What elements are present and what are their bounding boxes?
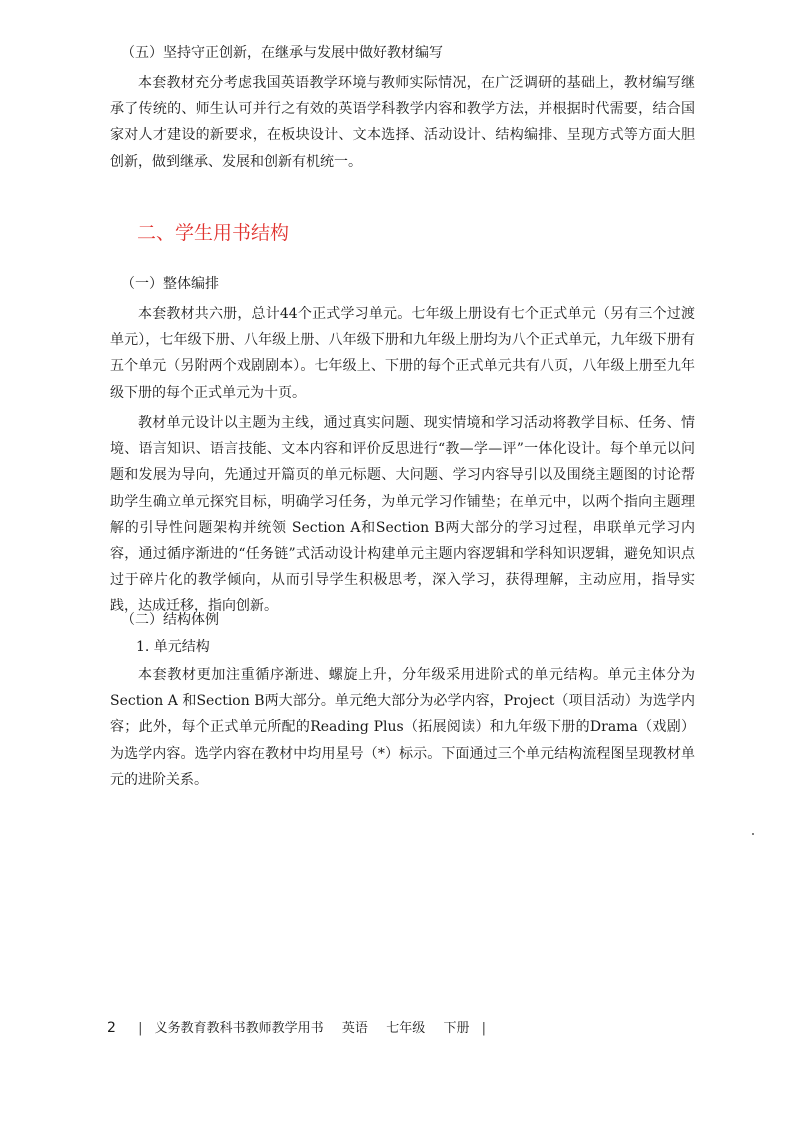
footer-book-title: 义务教育教科书教师教学用书 xyxy=(154,1021,324,1036)
structure-heading: （二）结构体例 xyxy=(121,612,219,628)
page-footer xyxy=(107,1018,494,1039)
scan-speck xyxy=(752,833,754,835)
page-number: 2 xyxy=(107,1020,116,1036)
overall-paragraph-unit-design: 教材单元设计以主题为主线，通过真实问题、现实情境和学习活动将教学目标、任务、情境、语言知识、语言技能、文本内容和评价反思进行“教—学—评”一体化设计。每个单元以问题和发展为导向，先通过开篇页的单元标题、大问题、学习内容导引以及围绕主题图的讨论帮助学生确立单元探究目标，明确学习任务，为单元学习作铺垫；在单元中，以两个指向主题理解的引导性问题架构并统领 Section A和Section B两大部分的学习过程，串联单元学习内容，通过循序渐进的“任务链”式活动设计构建单元主题内容逻辑和学科知识逻辑，避免知识点过于碎片化的教学倾向，从而引导学生积极思考，深入学习，获得理解，主动应用，指导实践，达成迁移，指向创新。 xyxy=(110,415,695,615)
overall-paragraph-volumes: 本套教材共六册，总计44个正式学习单元。七年级上册设有七个正式单元（另有三个过渡单元），七年级下册、八年级上册、八年级下册和九年级上册均为八个正式单元，九年级下册有五个单元（另附两个戏剧剧本）。七年级上、下册的每个正式单元共有八页，八年级上册至九年级下册的每个正式单元为十页。 xyxy=(110,306,695,401)
footer-subject: 英语 xyxy=(341,1021,368,1036)
overall-arrangement-heading: （一）整体编排 xyxy=(121,276,219,292)
footer-separator: | xyxy=(138,1021,143,1036)
section-five-paragraph: 本套教材充分考虑我国英语教学环境与教师实际情况，在广泛调研的基础上，教材编写继承了传统的、师生认可并行之有效的英语学科教学内容和教学方法，并根据时代需要，结合国家对人才建设的新要求，在板块设计、文本选择、活动设计、结构编排、呈现方式等方面大胆创新，做到继承、发展和创新有机统一。 xyxy=(110,75,695,170)
footer-volume: 下册 xyxy=(443,1021,470,1036)
unit-structure-paragraph: 本套教材更加注重循序渐进、螺旋上升，分年级采用进阶式的单元结构。单元主体分为Section A 和Section B两大部分。单元绝大部分为必学内容，Project（项目活动）为选学内容；此外，每个正式单元所配的Reading Plus（拓展阅读）和九年级下册的Drama（戏剧）为选学内容。选学内容在教材中均用星号（*）标示。下面通过三个单元结构流程图呈现教材单元的进阶关系。 xyxy=(110,667,695,788)
footer-grade: 七年级 xyxy=(386,1021,426,1036)
footer-separator-end: | xyxy=(481,1021,487,1036)
unit-structure-subheading: 1. 单元结构 xyxy=(136,639,210,655)
section-five-heading: （五）坚持守正创新，在继承与发展中做好教材编写 xyxy=(121,45,443,61)
student-book-structure-title: 二、学生用书结构 xyxy=(137,222,290,244)
